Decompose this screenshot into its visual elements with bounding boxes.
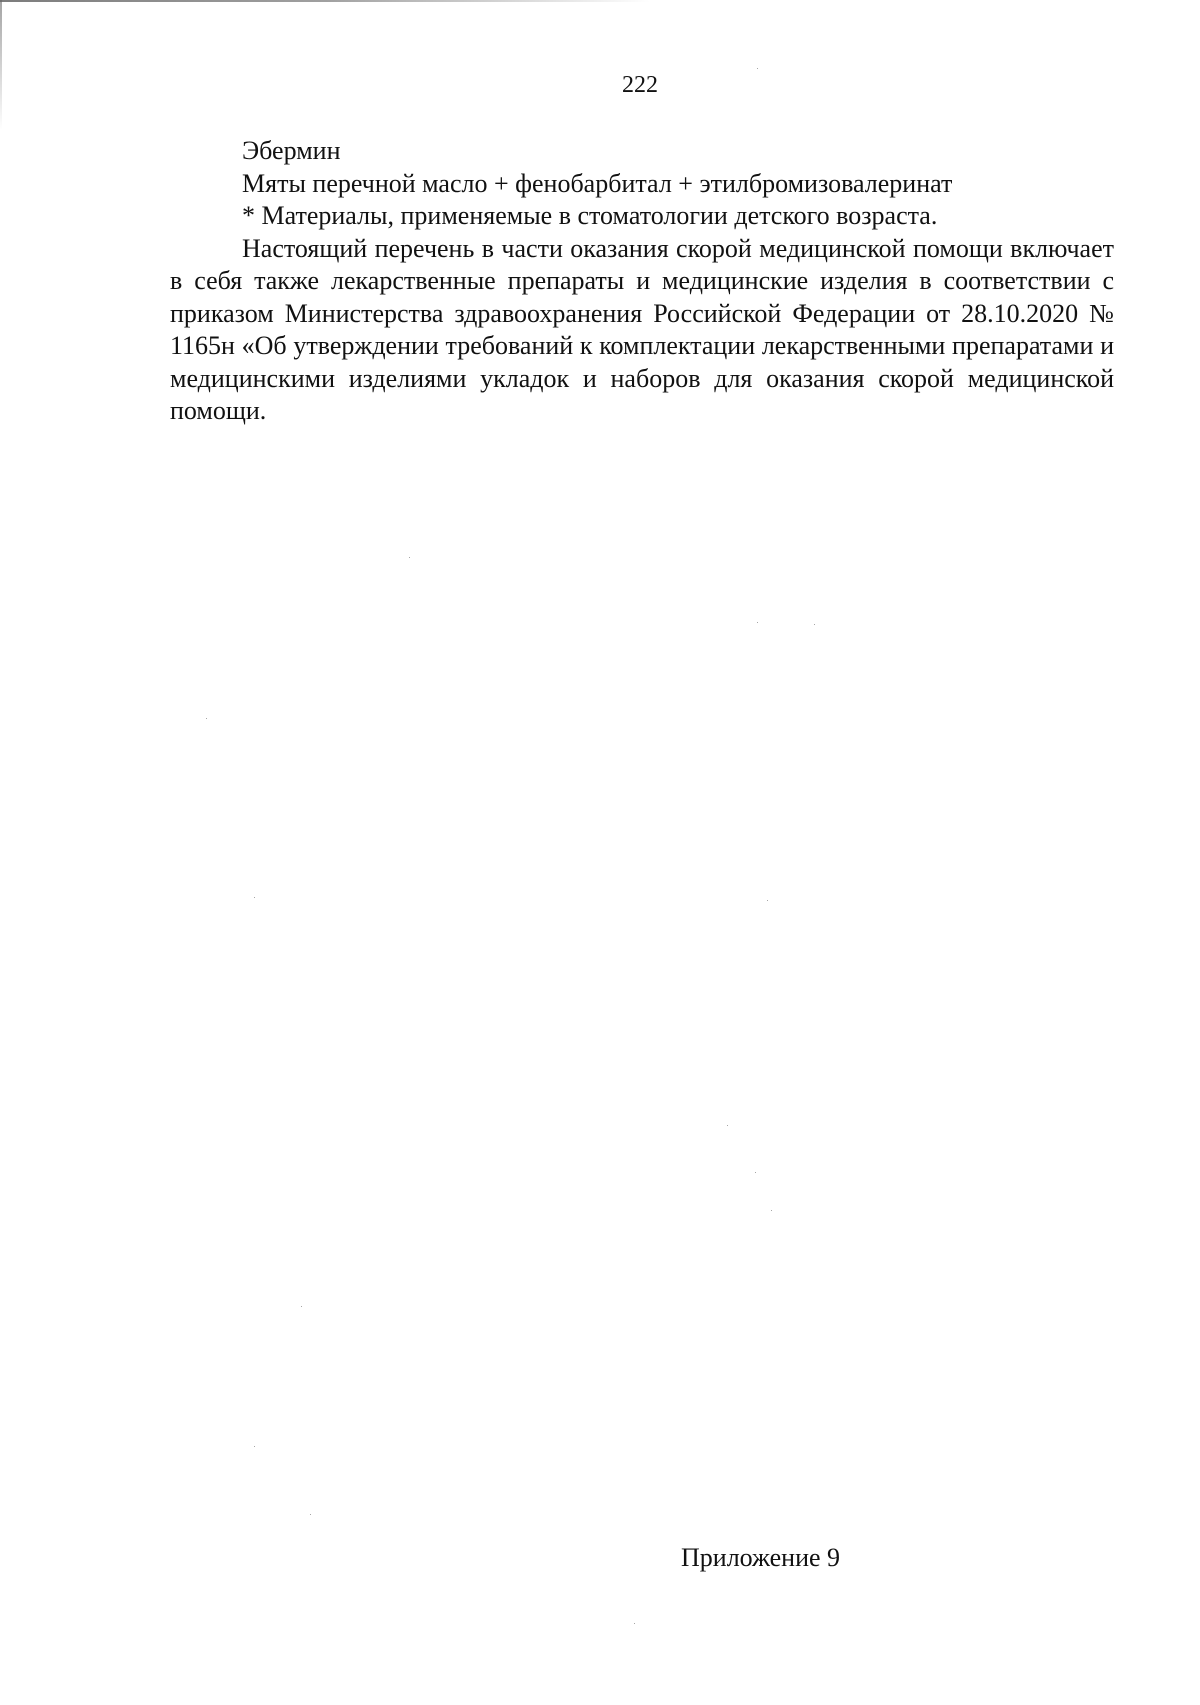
scan-speck bbox=[771, 1210, 772, 1211]
appendix-label: Приложение 9 bbox=[681, 1543, 841, 1572]
scan-speck bbox=[254, 1446, 255, 1447]
scan-speck bbox=[757, 622, 758, 623]
scan-speck bbox=[757, 68, 758, 69]
scan-speck bbox=[206, 718, 207, 719]
scan-speck bbox=[755, 1172, 756, 1173]
scan-edge-left bbox=[0, 0, 2, 130]
scan-speck bbox=[767, 900, 768, 901]
scan-speck bbox=[409, 557, 410, 558]
scan-speck bbox=[254, 897, 255, 898]
drug-name-line: Эбермин bbox=[242, 136, 341, 165]
scan-speck bbox=[301, 1306, 302, 1307]
scan-speck bbox=[727, 1125, 728, 1126]
scan-speck bbox=[814, 624, 815, 625]
scan-edge-top bbox=[0, 0, 650, 2]
scan-speck bbox=[310, 1514, 311, 1515]
drug-combination-line: Мяты перечной масло + фенобарбитал + этилбромизовалеринат bbox=[242, 168, 953, 198]
scan-speck bbox=[634, 1623, 635, 1624]
footnote-line: * Материалы, применяемые в стоматологии детского возраста. bbox=[242, 201, 938, 230]
page-number: 222 bbox=[622, 72, 658, 98]
body-paragraph: Настоящий перечень в части оказания скорой медицинской помощи включает в себя также лекарственные препараты и медицинские изделия в соответствии с приказом Министерства здравоохранения Российской Федерации от 28.10.2020 № 1165н «Об утверждении требований к комплектации лекарственными препаратами и медицинскими изделиями укладок и наборов для оказания скорой медицинской помощи. bbox=[170, 233, 1114, 425]
document-body bbox=[170, 135, 1114, 428]
